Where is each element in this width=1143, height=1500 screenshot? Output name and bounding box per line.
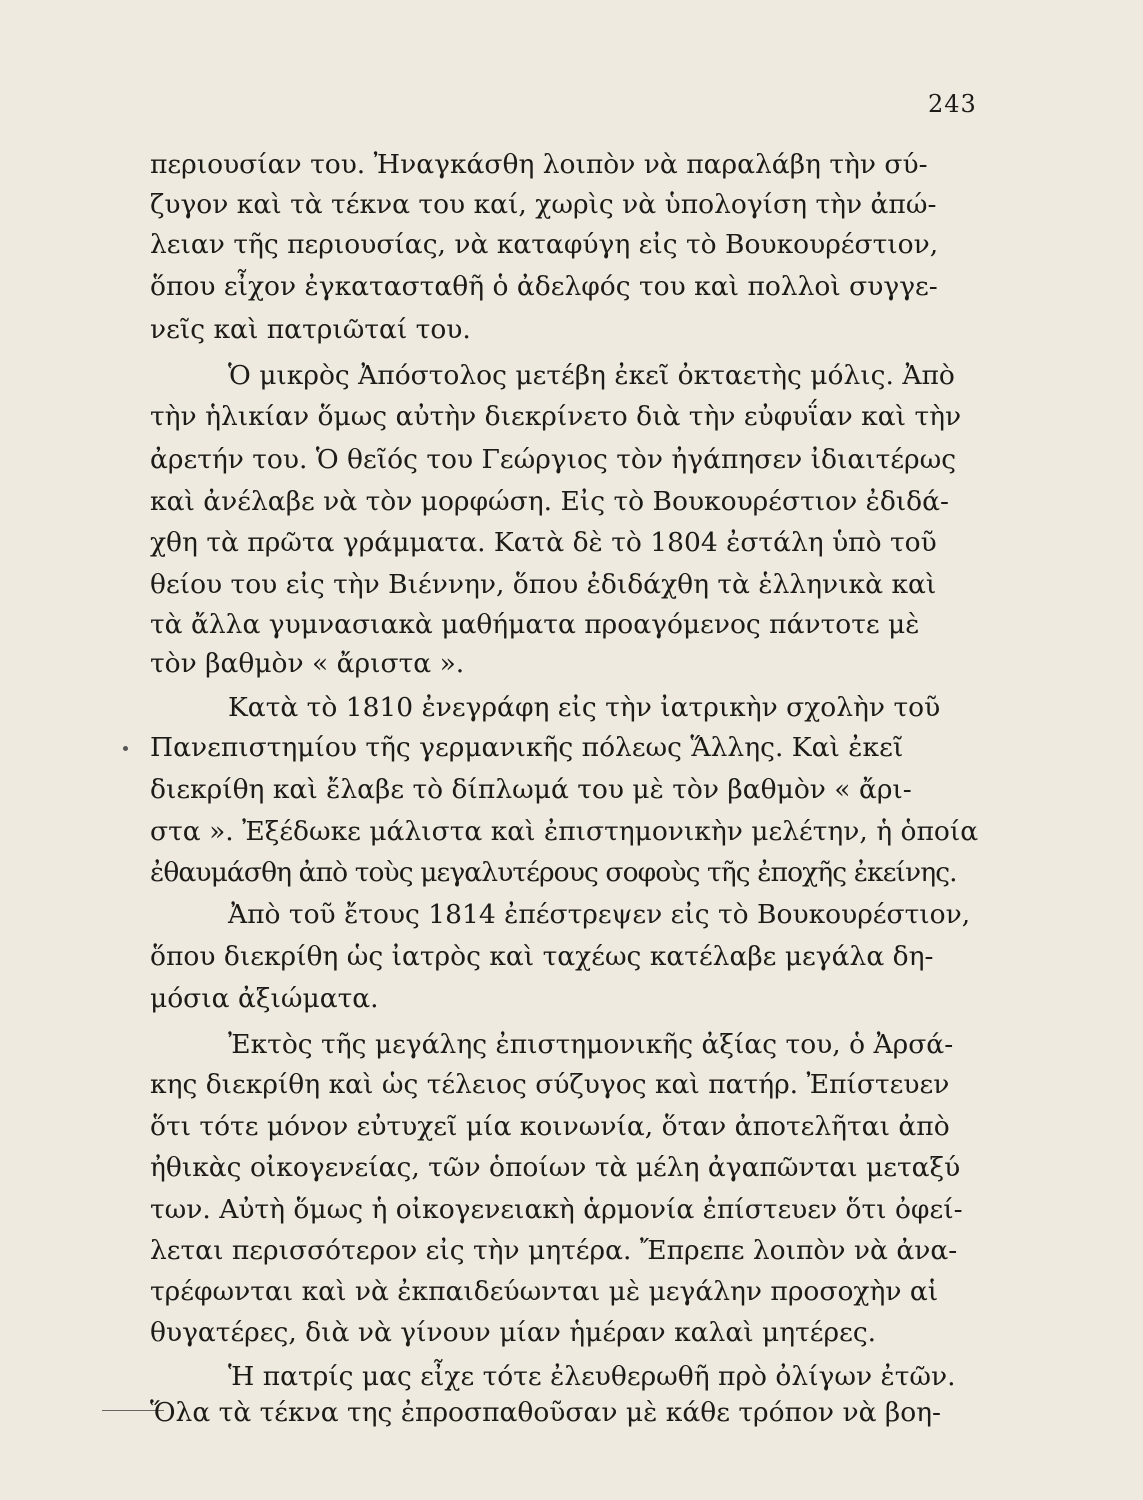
- text-line: ὅπου εἶχον ἐγκατασταθῆ ὁ ἀδελφός του καὶ πολλοὶ συγγε-: [150, 271, 938, 302]
- text-line: τὴν ἡλικίαν ὅμως αὐτὴν διεκρίνετο διὰ τὴν εὐφυΐαν καὶ τὴν: [150, 401, 962, 432]
- margin-mark: [123, 746, 128, 751]
- text-line: λειαν τῆς περιουσίας, νὰ καταφύγη εἰς τὸ Βουκουρέστιον,: [150, 229, 939, 260]
- text-line: Ἐκτὸς τῆς μεγάλης ἐπιστημονικῆς ἀξίας του, ὁ Ἀρσά-: [228, 1029, 954, 1060]
- text-line: ὅπου διεκρίθη ὡς ἰατρὸς καὶ ταχέως κατέλαβε μεγάλα δη-: [150, 941, 934, 972]
- text-line: διεκρίθη καὶ ἔλαβε τὸ δίπλωμά του μὲ τὸν βαθμὸν « ἄρι-: [150, 774, 912, 805]
- text-line: ἀρετήν του. Ὁ θεῖός του Γεώργιος τὸν ἠγάπησεν ἰδιαιτέρως: [150, 444, 957, 475]
- text-line: μόσια ἀξιώματα.: [150, 983, 379, 1014]
- text-line: καὶ ἀνέλαβε νὰ τὸν μορφώση. Εἰς τὸ Βουκουρέστιον ἐδιδά-: [150, 486, 949, 517]
- page-number: 243: [928, 90, 977, 118]
- text-line: τὰ ἄλλα γυμνασιακὰ μαθήματα προαγόμενος πάντοτε μὲ: [150, 609, 920, 640]
- text-line: Πανεπιστημίου τῆς γερμανικῆς πόλεως Ἅλλης. Καὶ ἐκεῖ: [150, 732, 904, 763]
- text-line: θυγατέρες, διὰ νὰ γίνουν μίαν ἡμέραν καλαὶ μητέρες.: [150, 1317, 877, 1348]
- text-line: θείου του εἰς τὴν Βιέννην, ὅπου ἐδιδάχθη τὰ ἑλληνικὰ καὶ: [150, 569, 937, 600]
- text-line: ἐθαυμάσθη ἀπὸ τοὺς μεγαλυτέρους σοφοὺς τῆς ἐποχῆς ἐκείνης.: [150, 857, 957, 888]
- text-line: Ἀπὸ τοῦ ἔτους 1814 ἐπέστρεψεν εἰς τὸ Βουκουρέστιον,: [228, 899, 971, 930]
- text-line: ὅτι τότε μόνον εὐτυχεῖ μία κοινωνία, ὅταν ἀποτελῆται ἀπὸ: [150, 1111, 950, 1142]
- text-line: περιουσίαν του. Ἠναγκάσθη λοιπὸν νὰ παραλάβη τὴν σύ-: [150, 149, 928, 180]
- text-line: Ὅλα τὰ τέκνα της ἐπροσπαθοῦσαν μὲ κάθε τρόπον νὰ βοη-: [150, 1397, 941, 1428]
- text-line: Ἡ πατρίς μας εἶχε τότε ἐλευθερωθῆ πρὸ ὀλίγων ἐτῶν.: [228, 1361, 956, 1392]
- text-line: νεῖς καὶ πατριῶταί του.: [150, 314, 471, 345]
- text-line: ζυγον καὶ τὰ τέκνα του καί, χωρὶς νὰ ὑπολογίση τὴν ἀπώ-: [150, 189, 937, 220]
- text-line: στα ». Ἐξέδωκε μάλιστα καὶ ἐπιστημονικὴν μελέτην, ἡ ὁποία: [150, 816, 979, 847]
- text-line: κης διεκρίθη καὶ ὡς τέλειος σύζυγος καὶ πατήρ. Ἐπίστευεν: [150, 1069, 950, 1100]
- text-line: των. Αὐτὴ ὅμως ἡ οἰκογενειακὴ ἁρμονία ἐπίστευεν ὅτι ὀφεί-: [150, 1194, 963, 1225]
- text-line: Κατὰ τὸ 1810 ἐνεγράφη εἰς τὴν ἰατρικὴν σχολὴν τοῦ: [228, 692, 941, 723]
- text-line: τρέφωνται καὶ νὰ ἐκπαιδεύωνται μὲ μεγάλην προσοχὴν αἱ: [150, 1276, 939, 1307]
- text-line: ἠθικὰς οἰκογενείας, τῶν ὁποίων τὰ μέλη ἀγαπῶνται μεταξύ: [150, 1152, 961, 1183]
- text-line: Ὁ μικρὸς Ἀπόστολος μετέβη ἐκεῖ ὀκταετὴς μόλις. Ἀπὸ: [228, 360, 955, 391]
- text-line: λεται περισσότερον εἰς τὴν μητέρα. Ἔπρεπε λοιπὸν νὰ ἀνα-: [150, 1235, 958, 1266]
- text-line: χθη τὰ πρῶτα γράμματα. Κατὰ δὲ τὸ 1804 ἐστάλη ὑπὸ τοῦ: [150, 527, 937, 558]
- text-line: τὸν βαθμὸν « ἄριστα ».: [150, 648, 465, 679]
